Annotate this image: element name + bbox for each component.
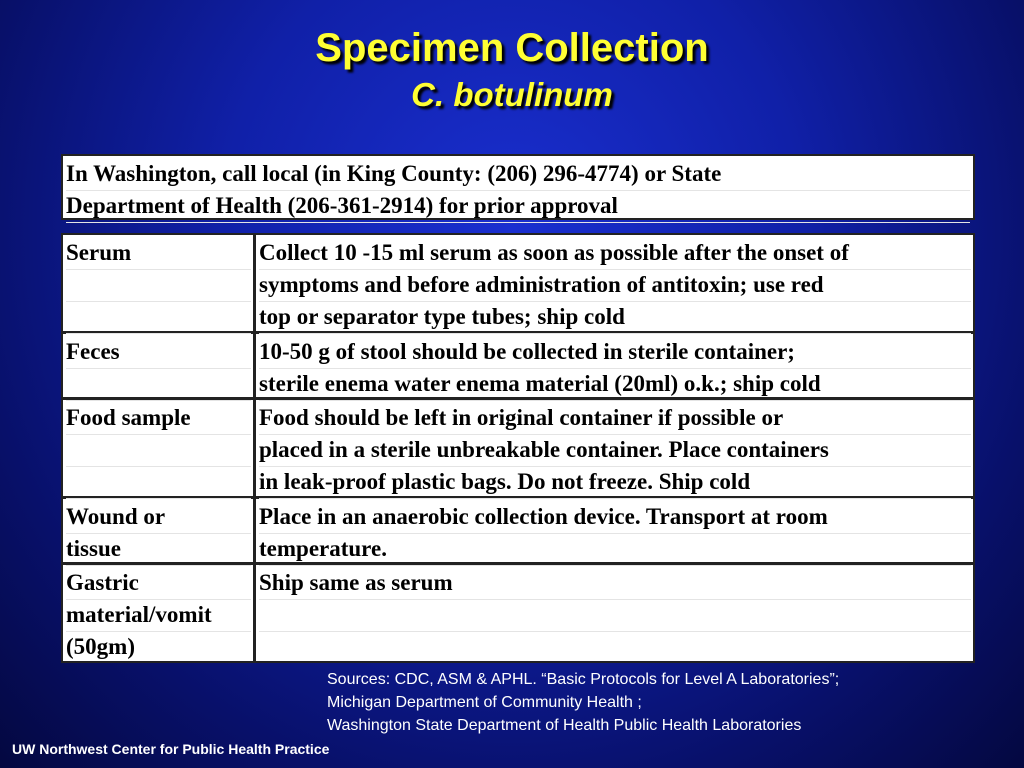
instruction-line: Collect 10 -15 ml serum as soon as possible after the onset of bbox=[259, 237, 971, 270]
slide-subtitle: C. botulinum bbox=[411, 76, 613, 113]
instruction-line: sterile enema water enema material (20ml) o.k.; ship cold bbox=[259, 368, 971, 401]
table-row-gastric bbox=[63, 565, 973, 661]
specimen-cell: Gastric bbox=[66, 567, 251, 600]
instruction-line: placed in a sterile unbreakable container. Place containers bbox=[259, 434, 971, 467]
source-line: Washington State Department of Health Public Health Laboratories bbox=[327, 717, 802, 734]
table-row-food-sample bbox=[63, 400, 973, 499]
source-line: Sources: CDC, ASM & APHL. “Basic Protocols for Level A Laboratories”; bbox=[327, 671, 840, 688]
approval-note-line: In Washington, call local (in King County: (206) 296-4774) or State bbox=[66, 158, 970, 191]
instruction-line-blank bbox=[259, 599, 971, 632]
specimen-cell: (50gm) bbox=[66, 634, 135, 659]
specimen-cell-blank bbox=[66, 466, 251, 499]
specimen-cell-blank bbox=[66, 368, 251, 401]
instruction-line: Food should be left in original container if possible or bbox=[259, 402, 971, 435]
specimen-table bbox=[61, 233, 975, 663]
instruction-line: 10-50 g of stool should be collected in sterile container; bbox=[259, 336, 971, 369]
specimen-cell: tissue bbox=[66, 533, 251, 566]
instruction-line: temperature. bbox=[259, 533, 971, 566]
specimen-cell: Food sample bbox=[66, 402, 251, 435]
table-row-wound-tissue bbox=[63, 499, 973, 565]
instruction-line: in leak-proof plastic bags. Do not freeze. Ship cold bbox=[259, 466, 971, 499]
approval-note-box bbox=[61, 154, 975, 220]
table-row-feces bbox=[63, 334, 973, 400]
approval-note-line: Department of Health (206-361-2914) for prior approval bbox=[66, 190, 970, 223]
specimen-cell: Wound or bbox=[66, 501, 251, 534]
specimen-cell-blank bbox=[66, 434, 251, 467]
specimen-cell-blank bbox=[66, 301, 251, 334]
specimen-cell: Serum bbox=[66, 237, 251, 270]
footer-organization: UW Northwest Center for Public Health Practice bbox=[12, 741, 330, 757]
specimen-cell-blank bbox=[66, 269, 251, 302]
instruction-line: Ship same as serum bbox=[259, 567, 971, 600]
slide-title: Specimen Collection bbox=[315, 26, 709, 70]
table-row-serum bbox=[63, 235, 973, 334]
sources-citation bbox=[327, 668, 839, 737]
specimen-cell: material/vomit bbox=[66, 599, 251, 632]
instruction-line: top or separator type tubes; ship cold bbox=[259, 301, 971, 334]
source-line: Michigan Department of Community Health ; bbox=[327, 694, 642, 711]
instruction-line: symptoms and before administration of antitoxin; use red bbox=[259, 269, 971, 302]
instruction-line: Place in an anaerobic collection device. Transport at room bbox=[259, 501, 971, 534]
specimen-cell: Feces bbox=[66, 336, 251, 369]
